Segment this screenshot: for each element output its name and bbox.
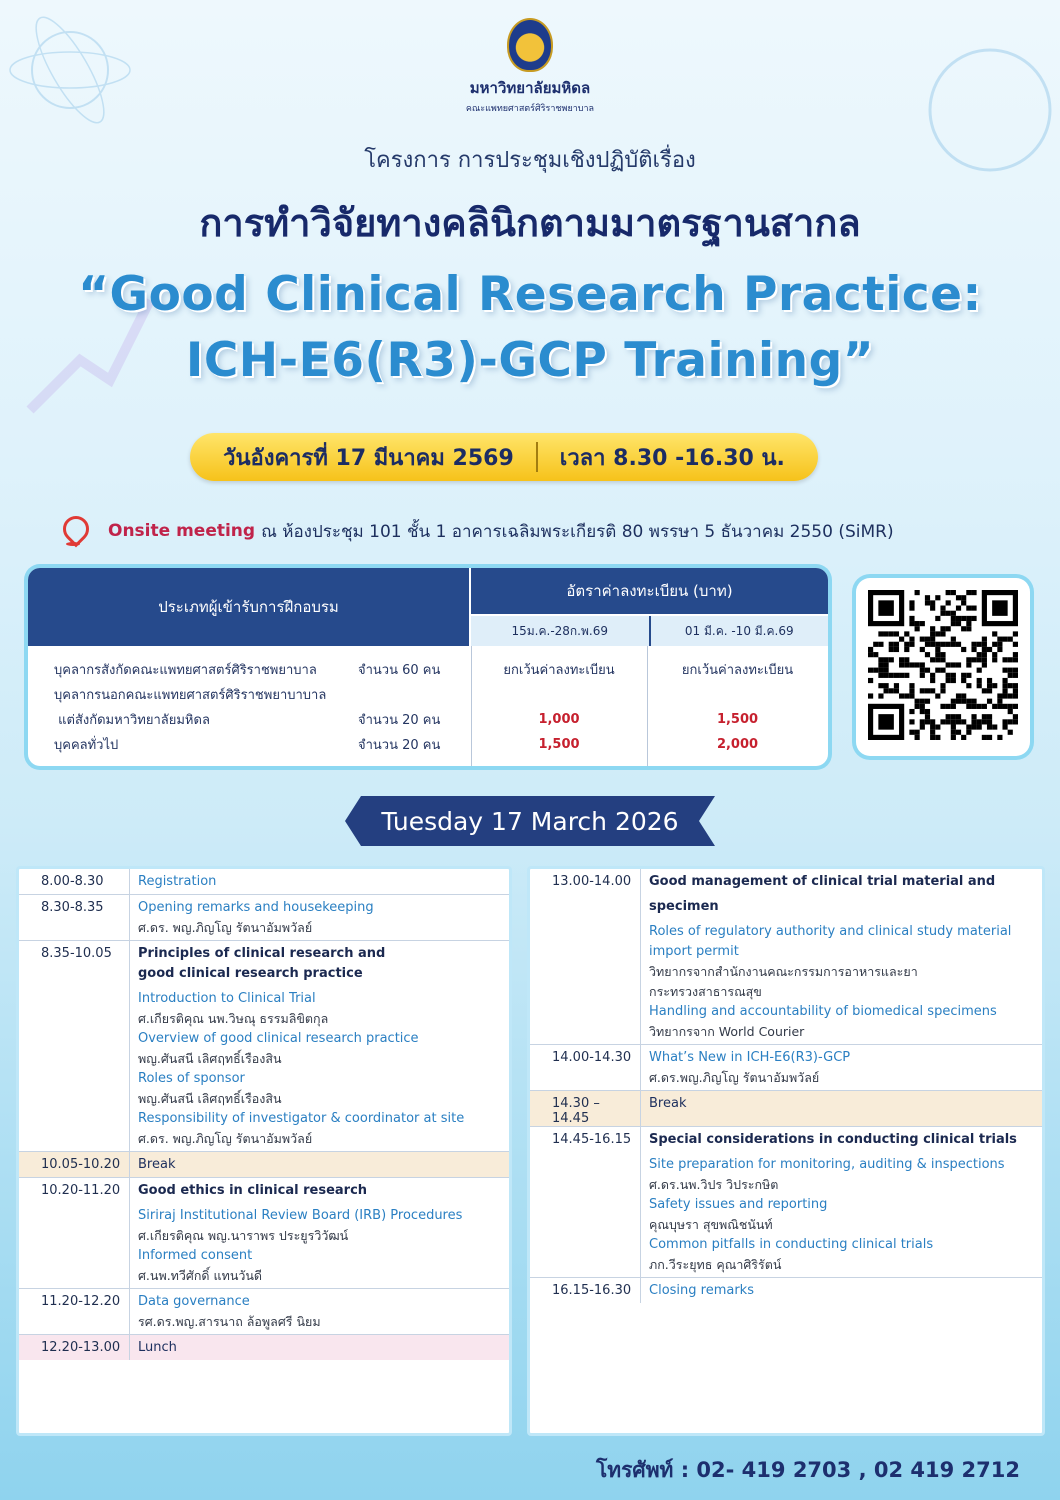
session-title: Closing remarks bbox=[649, 1283, 754, 1298]
session-time: 8.00-8.30 bbox=[41, 874, 104, 889]
session-title: Common pitfalls in conducting clinical trials bbox=[649, 1237, 934, 1252]
schedule-row bbox=[530, 1044, 1042, 1090]
schedule-row bbox=[530, 1277, 1042, 1303]
schedule-row bbox=[19, 1177, 509, 1203]
fee-row-count: จำนวน 20 คน bbox=[358, 737, 441, 753]
session-content bbox=[640, 1091, 1042, 1126]
session-title: Special considerations in conducting clinical trials bbox=[649, 1132, 1017, 1147]
session-time: 14.00-14.30 bbox=[552, 1050, 632, 1065]
contact-phone: โทรศัพท์ : 02- 419 2703 , 02 419 2712 bbox=[595, 1458, 1020, 1482]
title-english bbox=[0, 262, 1060, 394]
session-time: 14.45-16.15 bbox=[552, 1132, 632, 1147]
event-date: วันอังคารที่ 17 มีนาคม 2569 bbox=[223, 445, 514, 471]
session-time bbox=[530, 919, 640, 1044]
schedule-row bbox=[530, 869, 1042, 919]
session-content bbox=[129, 895, 509, 940]
early-period-header: 15ม.ค.-28ก.พ.69 bbox=[471, 616, 651, 646]
session-content bbox=[129, 1335, 509, 1360]
session-title: Good management of clinical trial material and specimen bbox=[649, 874, 996, 914]
session-content bbox=[640, 1045, 1042, 1090]
session-title: Good ethics in clinical research bbox=[138, 1183, 368, 1198]
session-time: 16.15-16.30 bbox=[552, 1283, 632, 1298]
fee-row-count: จำนวน 20 คน bbox=[358, 712, 441, 728]
session-time: 13.00-14.00 bbox=[552, 874, 632, 889]
event-time: เวลา 8.30 -16.30 น. bbox=[559, 445, 785, 471]
session-time bbox=[530, 1152, 640, 1277]
session-content bbox=[640, 1278, 1042, 1303]
session-time bbox=[19, 1203, 129, 1288]
schedule-row bbox=[19, 940, 509, 986]
session-title: Principles of clinical research and bbox=[138, 946, 386, 961]
session-title: Opening remarks and housekeeping bbox=[138, 900, 374, 915]
session-content bbox=[129, 1203, 509, 1288]
session-content bbox=[640, 919, 1042, 1044]
late-period-header: 01 มี.ค. -10 มี.ค.69 bbox=[684, 623, 794, 638]
title-english-line1: “Good Clinical Research Practice: bbox=[78, 267, 982, 322]
session-time: 10.20-11.20 bbox=[41, 1183, 121, 1198]
speaker-name: คุณบุษรา สุขพณิชนันท์ bbox=[649, 1217, 773, 1232]
session-time: 10.05-10.20 bbox=[41, 1157, 121, 1172]
session-content bbox=[129, 1178, 509, 1203]
session-title: Introduction to Clinical Trial bbox=[138, 991, 316, 1006]
speaker-name: ศ.ดร.พญ.ภิญโญ รัตนาอัมพวัลย์ bbox=[649, 1070, 820, 1085]
lunch-row bbox=[19, 1334, 509, 1360]
fee-row-count: จำนวน 60 คน bbox=[358, 662, 441, 678]
speaker-name: วิทยากรจากสำนักงานคณะกรรมการอาหารและยา bbox=[649, 964, 918, 979]
project-label: โครงการ การประชุมเชิงปฏิบัติเรื่อง bbox=[364, 148, 696, 173]
speaker-name: ศ.ดร.นพ.วิปร วิประกษิต bbox=[649, 1177, 779, 1192]
speaker-name: ศ.นพ.ทวีศักดิ์ แทนวันดี bbox=[138, 1268, 263, 1283]
session-content bbox=[129, 986, 509, 1151]
session-content bbox=[640, 1127, 1042, 1152]
session-title: Roles of sponsor bbox=[138, 1071, 245, 1086]
fee-row-label: แต่สังกัดมหาวิทยาลัยมหิดล bbox=[54, 712, 210, 728]
session-content bbox=[129, 941, 509, 986]
fee-row-label: บุคลากรสังกัดคณะแพทยศาสตร์ศิริราชพยาบาล bbox=[54, 662, 317, 678]
session-time bbox=[19, 986, 129, 1151]
session-time: 12.20-13.00 bbox=[41, 1340, 121, 1355]
session-content bbox=[129, 869, 509, 894]
day-banner bbox=[345, 796, 715, 846]
title-english-line2: ICH-E6(R3)-GCP Training” bbox=[185, 333, 875, 388]
schedule-row bbox=[19, 1288, 509, 1334]
fee-early: 1,000 bbox=[538, 711, 580, 727]
break-row bbox=[19, 1151, 509, 1177]
session-content bbox=[640, 869, 1042, 919]
schedule-row bbox=[530, 919, 1042, 1044]
participant-type-header: ประเภทผู้เข้ารับการฝึกอบรม bbox=[28, 568, 471, 646]
university-name: มหาวิทยาลัยมหิดล bbox=[469, 79, 591, 97]
session-title: Safety issues and reporting bbox=[649, 1197, 828, 1212]
registration-fee-table bbox=[28, 568, 828, 766]
date-time-pill bbox=[190, 433, 818, 481]
session-time: 8.30-8.35 bbox=[41, 900, 104, 915]
schedule-row bbox=[530, 1152, 1042, 1277]
speaker-name: ศ.ดร. พญ.ภิญโญ รัตนาอัมพวัลย์ bbox=[138, 920, 313, 935]
title-thai: การทำวิจัยทางคลินิกตามมาตรฐานสากล bbox=[199, 201, 861, 245]
location-line bbox=[62, 516, 1030, 546]
fee-late: 1,500 bbox=[716, 711, 759, 727]
schedule-row bbox=[19, 1203, 509, 1288]
fee-late: 2,000 bbox=[716, 736, 759, 752]
session-title: import permit bbox=[649, 944, 739, 959]
qr-code[interactable] bbox=[868, 590, 1018, 740]
session-title: Responsibility of investigator & coordinator at site bbox=[138, 1111, 465, 1126]
venue-text: ณ ห้องประชุม 101 ชั้น 1 อาคารเฉลิมพระเกียรติ 80 พรรษา 5 ธันวาคม 2550 (SiMR) bbox=[261, 521, 894, 542]
schedule-row bbox=[19, 986, 509, 1151]
session-title: Overview of good clinical research practice bbox=[138, 1031, 419, 1046]
break-row bbox=[530, 1090, 1042, 1126]
faculty-name: คณะแพทยศาสตร์ศิริราชพยาบาล bbox=[465, 104, 595, 114]
session-title: good clinical research practice bbox=[138, 966, 363, 981]
session-title: Break bbox=[138, 1157, 176, 1172]
speaker-name: วิทยากรจาก World Courier bbox=[649, 1024, 805, 1039]
schedule-row bbox=[19, 894, 509, 940]
session-title: Siriraj Institutional Review Board (IRB) Procedures bbox=[138, 1208, 463, 1223]
session-title: Handling and accountability of biomedical specimens bbox=[649, 1004, 997, 1019]
schedule-row bbox=[530, 1126, 1042, 1152]
session-time: 8.35-10.05 bbox=[41, 946, 112, 961]
fee-row-label: บุคคลทั่วไป bbox=[54, 737, 119, 753]
session-title: What’s New in ICH-E6(R3)-GCP bbox=[649, 1050, 851, 1065]
session-title: Data governance bbox=[138, 1294, 250, 1309]
speaker-name: พญ.ศันสนี เลิศฤทธิ์เรืองสิน bbox=[138, 1051, 282, 1066]
speaker-name: ศ.ดร. พญ.ภิญโญ รัตนาอัมพวัลย์ bbox=[138, 1131, 313, 1146]
fee-row-label: บุคลากรนอกคณะแพทยศาสตร์ศิริราชพยาบาบาล bbox=[54, 687, 327, 703]
speaker-name: ภก.วีระยุทธ คุณาศิริรัตน์ bbox=[649, 1257, 782, 1272]
fee-late: ยกเว้นค่าลงทะเบียน bbox=[681, 662, 794, 678]
session-time: 11.20-12.20 bbox=[41, 1294, 121, 1309]
session-title: Registration bbox=[138, 874, 217, 889]
fee-row bbox=[28, 683, 828, 705]
session-content bbox=[129, 1152, 509, 1177]
session-content bbox=[640, 1152, 1042, 1277]
fee-table-body bbox=[28, 646, 828, 766]
header-logo-block bbox=[0, 18, 1060, 115]
onsite-label: Onsite meeting bbox=[108, 521, 256, 541]
speaker-name: พญ.ศันสนี เลิศฤทธิ์เรืองสิน bbox=[138, 1091, 282, 1106]
fee-row bbox=[28, 733, 828, 755]
schedule-afternoon bbox=[527, 866, 1045, 1436]
fee-table-header bbox=[28, 568, 828, 646]
session-title: Lunch bbox=[138, 1340, 177, 1355]
fee-early: ยกเว้นค่าลงทะเบียน bbox=[503, 662, 615, 678]
mahidol-logo bbox=[507, 18, 553, 72]
session-title: Break bbox=[649, 1096, 687, 1111]
session-content bbox=[129, 1289, 509, 1334]
speaker-name: ศ.เกียรติคุณ พญ.นาราพร ประยูรวิวัฒน์ bbox=[138, 1228, 349, 1243]
session-time: 14.30 – 14.45 bbox=[552, 1096, 600, 1126]
speaker-name: ศ.เกียรติคุณ นพ.วิษณุ ธรรมลิขิตกุล bbox=[138, 1011, 329, 1026]
session-title: Site preparation for monitoring, auditing & inspections bbox=[649, 1157, 1005, 1172]
session-title: Roles of regulatory authority and clinical study material bbox=[649, 924, 1012, 939]
fee-early: 1,500 bbox=[538, 736, 580, 752]
day-banner-text: Tuesday 17 March 2026 bbox=[381, 806, 679, 836]
location-pin-icon bbox=[62, 516, 84, 546]
schedule-morning bbox=[16, 866, 512, 1436]
speaker-name: กระทรวงสาธารณสุข bbox=[649, 984, 762, 999]
speaker-name: รศ.ดร.พญ.สารนาถ ล้อพูลศรี นิยม bbox=[138, 1314, 321, 1329]
schedule-row bbox=[19, 869, 509, 894]
qr-code-card[interactable] bbox=[856, 578, 1030, 756]
session-title: Informed consent bbox=[138, 1248, 253, 1263]
fee-row bbox=[28, 708, 828, 730]
fee-rate-header: อัตราค่าลงทะเบียน (บาท) bbox=[471, 568, 828, 616]
pill-divider bbox=[536, 442, 538, 472]
fee-row bbox=[28, 658, 828, 680]
